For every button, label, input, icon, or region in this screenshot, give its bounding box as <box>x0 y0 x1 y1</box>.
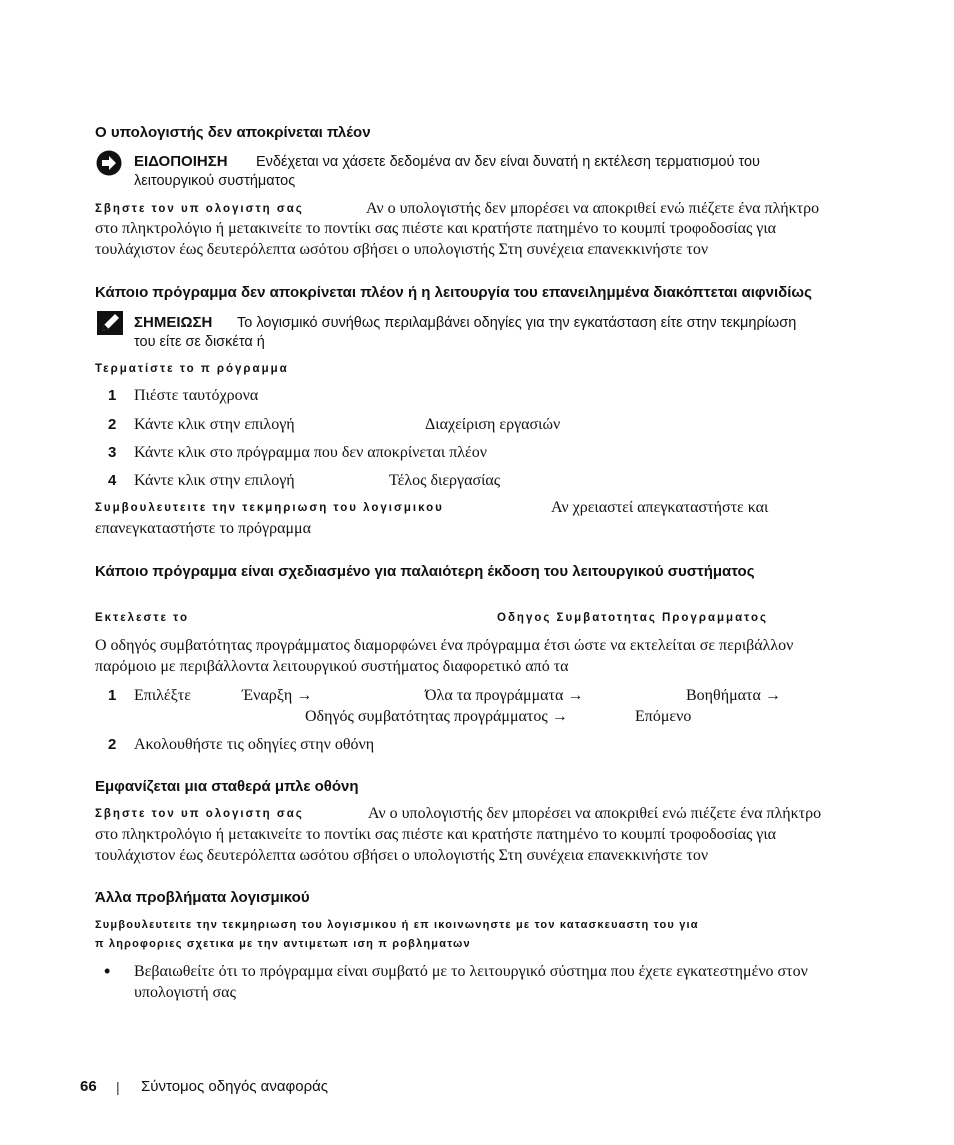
desc-line2: παρόμοιο με περιβάλλοντα λειτουργικού συστήματος διαφορετικό από τα <box>95 658 569 675</box>
step-extra-task-manager: Διαχείριση εργασιών <box>425 416 561 433</box>
section-heading-program-not-responding: Κάποιο πρόγραμμα δεν αποκρίνεται πλέον ή η λειτουργία του επανειλημμένα διακόπτεται αιφνιδίως <box>95 284 812 301</box>
consult-line1: Συμβουλευτειτε την τεκμηριωση του λογισμικου ή επ ικοινωνηστε με τον κατασκευαστη του για <box>95 919 699 931</box>
step1-select: Επιλέξτε <box>134 687 191 704</box>
step1-start: Έναρξη → <box>242 687 313 704</box>
step-number: 1 <box>108 387 117 404</box>
step-number: 4 <box>108 472 117 489</box>
section-heading-not-responding: Ο υπολογιστής δεν αποκρίνεται πλέον <box>95 124 371 141</box>
paragraph-line1: Αν ο υπολογιστής δεν μπορέσει να αποκριθεί ενώ πιέζετε ένα πλήκτρο <box>368 805 822 822</box>
step-extra-end-task: Τέλος διεργασίας <box>389 472 501 489</box>
paragraph-line3: τουλάχιστον έως δευτερόλεπτα ωσότου σβήσει ο υπολογιστής Στη συνέχεια επανεκκινήστε τον <box>95 847 709 864</box>
step-number: 2 <box>108 416 117 433</box>
step-number: 1 <box>108 687 117 704</box>
bullet-text-line1: Βεβαιωθείτε ότι το πρόγραμμα είναι συμβατό με το λειτουργικό σύστημα που έχετε εγκατεστημένο στον <box>134 963 808 980</box>
paragraph-line2: στο πληκτρολόγιο ή μετακινείτε το ποντίκι σας πιέστε και κρατήστε πατημένο το κουμπί τροφοδοσίας για <box>95 826 777 843</box>
action-label-shutdown: Σβηστε τον υπ ολογιστη σας <box>95 808 304 820</box>
notice-text-line2: λειτουργικού συστήματος <box>134 173 296 189</box>
consult-text-line1: Αν χρειαστεί απεγκαταστήστε και <box>551 499 769 516</box>
step-text: Κάντε κλικ στην επιλογή <box>134 472 295 489</box>
notice-text-line1: Ενδέχεται να χάσετε δεδομένα αν δεν είναι δυνατή η εκτέλεση τερματισμού του <box>256 154 760 170</box>
step-number: 2 <box>108 736 117 753</box>
step1-compat-wizard: Οδηγός συμβατότητας προγράμματος → <box>305 708 568 725</box>
step-number: 3 <box>108 444 117 461</box>
step1-next: Επόμενο <box>635 708 692 725</box>
notice-label: ΕΙΔΟΠΟΙΗΣΗ <box>134 153 228 170</box>
bullet-text-line2: υπολογιστή σας <box>134 984 236 1001</box>
step1-all-programs: Όλα τα προγράμματα → <box>425 687 584 704</box>
notice-icon <box>96 150 122 181</box>
section-heading-other-software: Άλλα προβλήματα λογισμικού <box>95 889 310 906</box>
footer-separator: | <box>116 1079 120 1095</box>
step-text: Κάντε κλικ στην επιλογή <box>134 416 295 433</box>
note-label: ΣΗΜΕΙΩΣΗ <box>134 314 213 331</box>
footer-page-number: 66 <box>80 1078 97 1095</box>
consult-text-line2: επανεγκαταστήστε το πρόγραμμα <box>95 520 311 537</box>
step-text: Πιέστε ταυτόχρονα <box>134 387 259 404</box>
paragraph-line3: τουλάχιστον έως δευτερόλεπτα ωσότου σβήσει ο υπολογιστής Στη συνέχεια επανεκκινήστε τον <box>95 241 709 258</box>
footer-title: Σύντομος οδηγός αναφοράς <box>141 1078 329 1095</box>
wizard-label: Οδηγος Συμβατοτητας Προγραμματος <box>497 612 768 624</box>
step-text: Κάντε κλικ στο πρόγραμμα που δεν αποκρίνεται πλέον <box>134 444 487 461</box>
section-heading-blue-screen: Εμφανίζεται μια σταθερά μπλε οθόνη <box>95 778 359 795</box>
action-label-shutdown: Σβηστε τον υπ ολογιστη σας <box>95 203 304 215</box>
step2-text: Ακολουθήστε τις οδηγίες στην οθόνη <box>134 736 375 753</box>
paragraph-line1: Αν ο υπολογιστής δεν μπορέσει να αποκριθεί ενώ πιέζετε ένα πλήκτρο <box>366 200 820 217</box>
consult-line2: π ληροφοριες σχετικα με την αντιμετωπ ιση π ροβληματων <box>95 938 471 950</box>
bullet-marker: • <box>104 961 111 981</box>
note-text-line1: Το λογισμικό συνήθως περιλαμβάνει οδηγίες για την εγκατάσταση είτε στην τεκμηρίωση <box>237 315 797 331</box>
desc-line1: Ο οδηγός συμβατότητας προγράμματος διαμορφώνει ένα πρόγραμμα έτσι ώστε να εκτελείται σε περιβάλλον <box>95 637 794 654</box>
action-label-end-program: Τερματίστε το π ρόγραμμα <box>95 363 289 375</box>
note-pencil-icon <box>97 311 123 340</box>
run-label: Εκτελεστε το <box>95 612 190 624</box>
consult-label: Συμβουλευτειτε την τεκμηριωση του λογισμικου <box>95 502 444 514</box>
section-heading-older-os: Κάποιο πρόγραμμα είναι σχεδιασμένο για παλαιότερη έκδοση του λειτουργικού συστήματος <box>95 563 755 580</box>
step1-accessories: Βοηθήματα → <box>686 687 781 704</box>
note-text-line2: του είτε σε δισκέτα ή <box>134 334 265 350</box>
paragraph-line2: στο πληκτρολόγιο ή μετακινείτε το ποντίκι σας πιέστε και κρατήστε πατημένο το κουμπί τροφοδοσίας για <box>95 220 777 237</box>
